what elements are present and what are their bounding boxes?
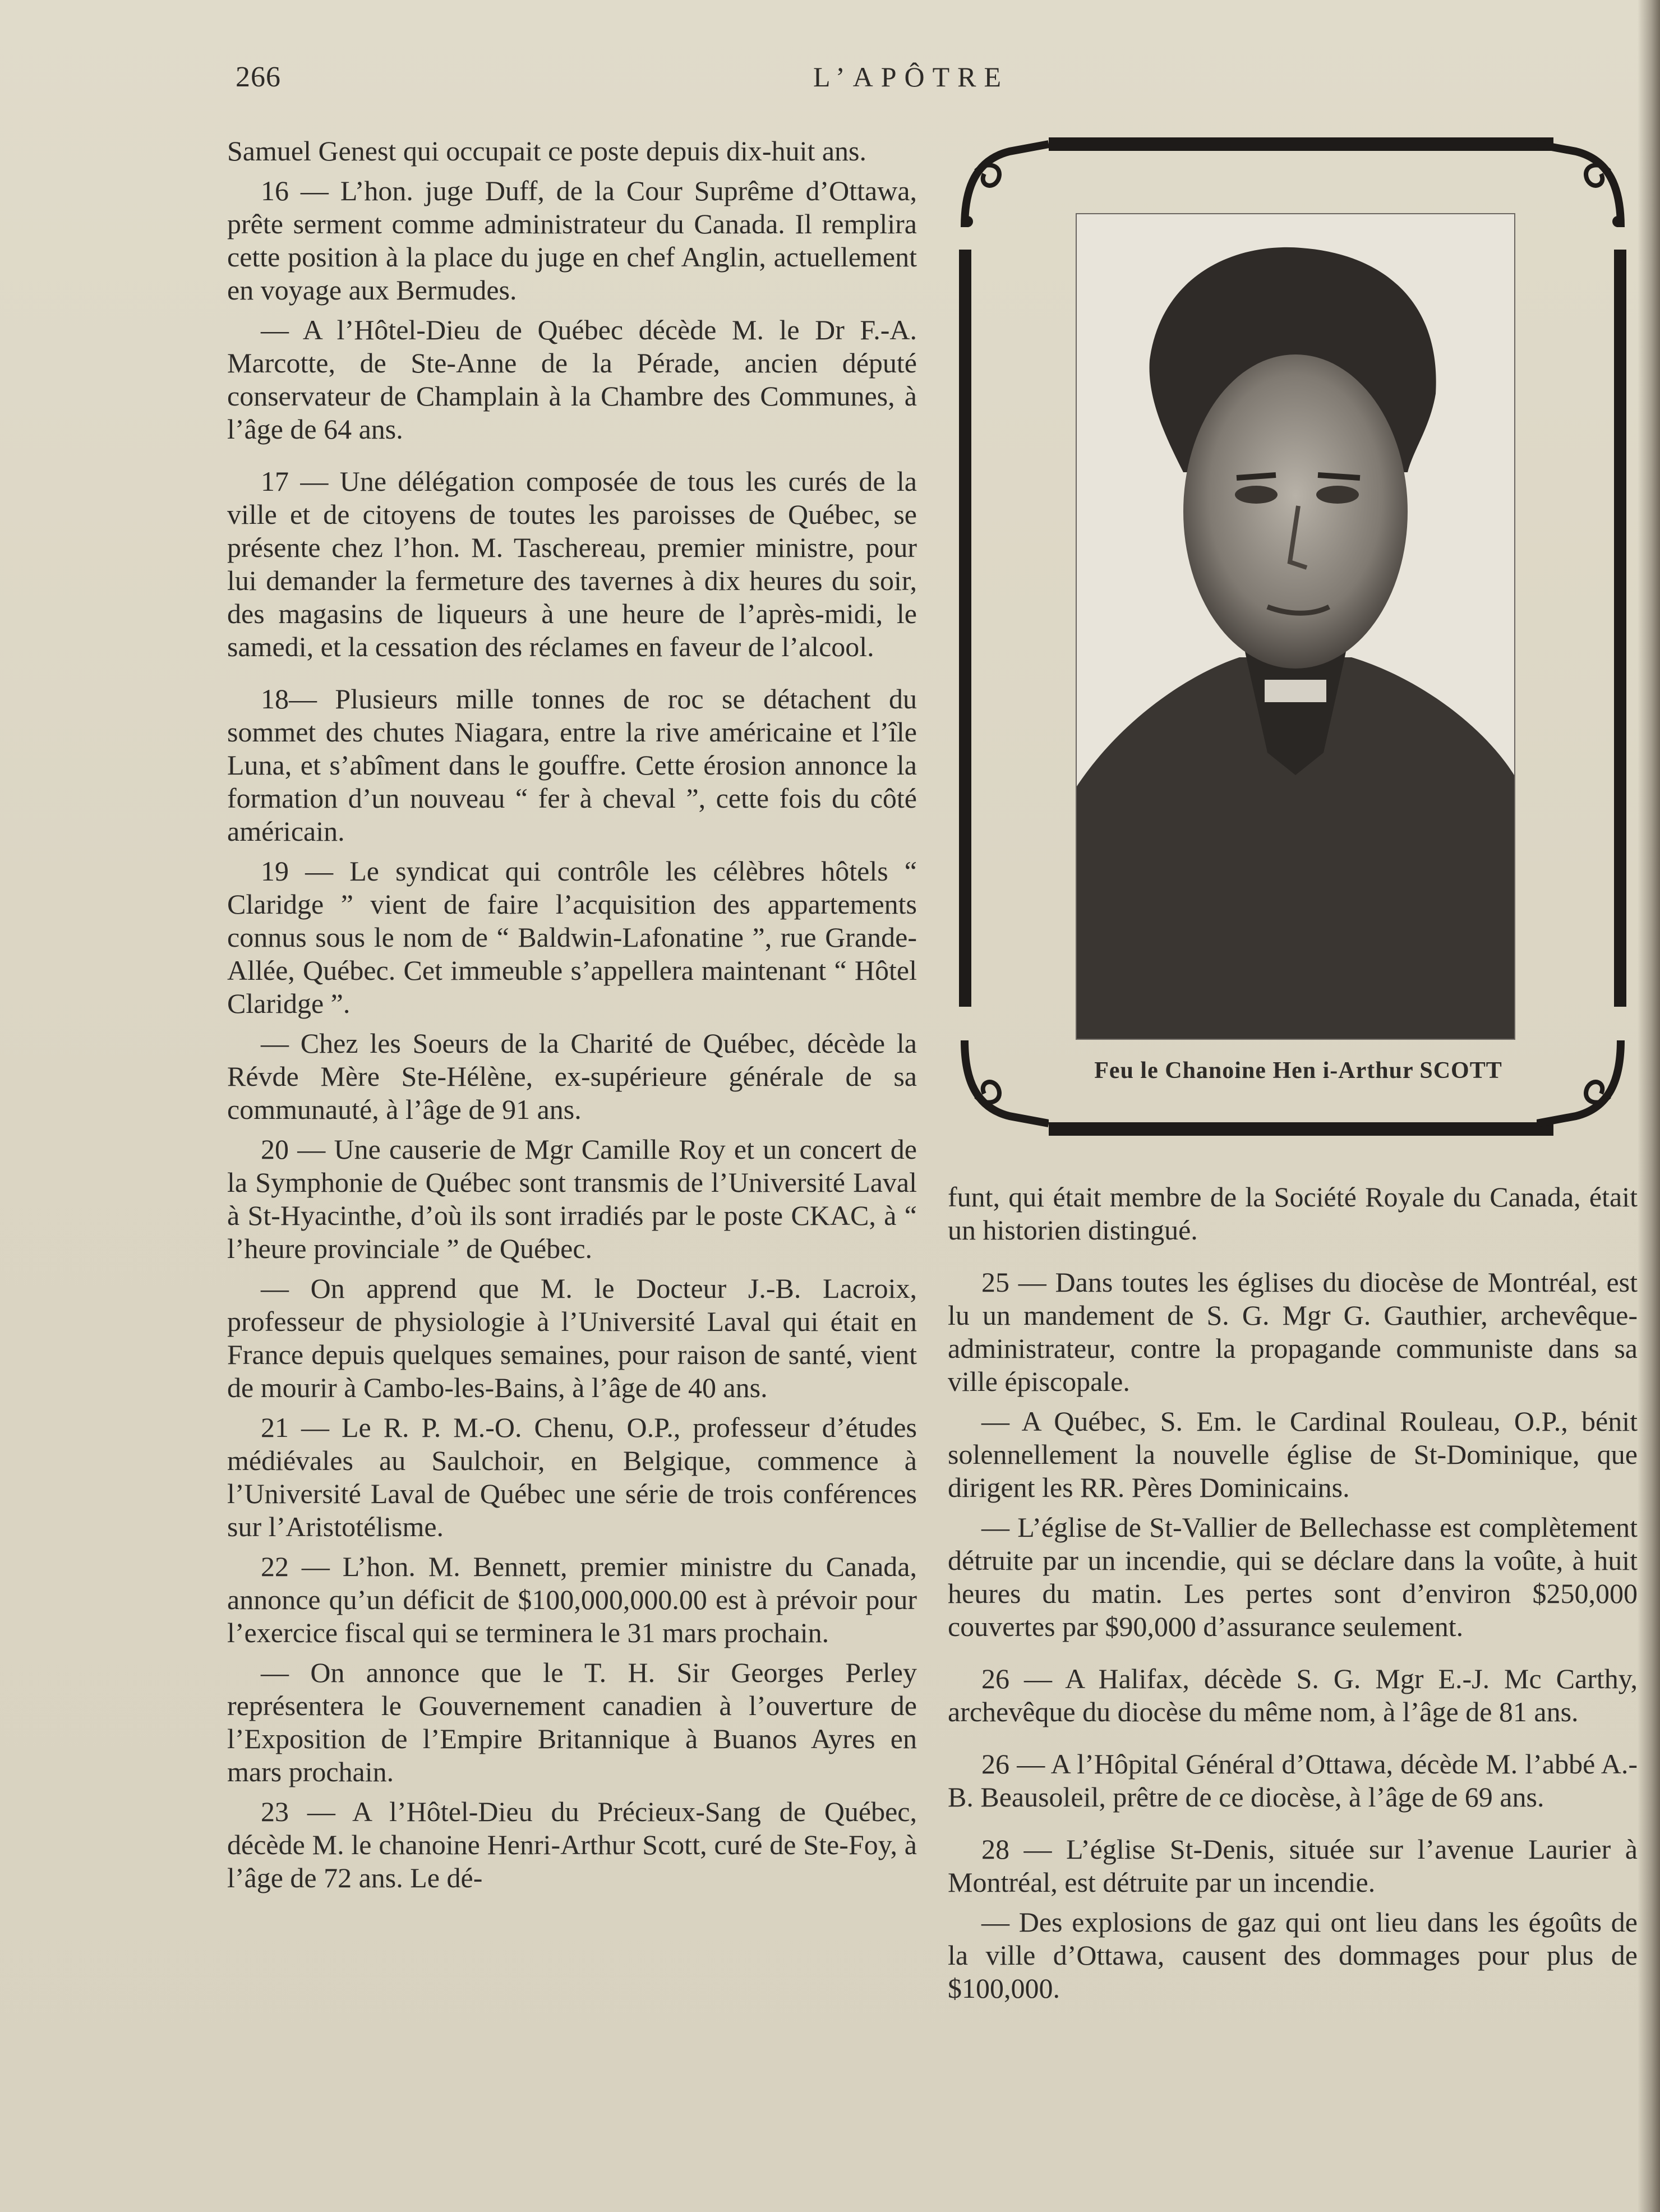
frame-border-top — [1049, 137, 1553, 151]
frame-border-left — [959, 250, 971, 1007]
paragraph: 26 — A l’Hôpital Général d’Ottawa, décède M. l’abbé A.-B. Beausoleil, prêtre de ce diocèse, à l’âge de 69 ans. — [948, 1748, 1638, 1813]
paragraph: 20 — Une causerie de Mgr Camille Roy et un concert de la Symphonie de Québec sont transmis de l’Université Laval à St-Hyacinthe, d’où ils sont irradiés par le poste CKAC, à “ l’heure provinciale ” de Québec. — [227, 1133, 917, 1264]
frame-border-bottom — [1049, 1122, 1553, 1136]
paragraph: 25 — Dans toutes les églises du diocèse de Montréal, est lu un mandement de S. G. Mgr G. Gauthier, archevêque-administrateur, contre la propagande communiste dans sa ville épiscopale. — [948, 1266, 1638, 1397]
photo-caption: Feu le Chanoine Hen i-Arthur SCOTT — [1094, 1058, 1502, 1084]
paragraph: 28 — L’église St-Denis, située sur l’avenue Laurier à Montréal, est détruite par un incendie. — [948, 1833, 1638, 1898]
paragraph: — L’église de St-Vallier de Bellechasse est complètement détruite par un incendie, qui se déclare dans la voûte, à huit heures du matin. Les pertes sont d’environ $250,000 couvertes par $90,000 d’assurance seulement. — [948, 1511, 1638, 1642]
frame-border-right — [1614, 250, 1626, 1007]
paragraph: 19 — Le syndicat qui contrôle les célèbres hôtels “ Claridge ” vient de faire l’acquisition des appartements connus sous le nom de “ Baldwin-Lafonatine ”, rue Grande-Allée, Québec. Cet immeuble s’appellera maintenant “ Hôtel Claridge ”. — [227, 855, 917, 1019]
corner-ornament-icon — [1537, 137, 1632, 233]
paragraph: 16 — L’hon. juge Duff, de la Cour Suprême d’Ottawa, prête serment comme administrateur du Canada. Il remplira cette position à la place du juge en chef Anglin, actuellement en voyage aux Bermudes. — [227, 175, 917, 306]
page-number: 266 — [236, 61, 281, 93]
paragraph: 23 — A l’Hôtel-Dieu du Précieux-Sang de Québec, décède M. le chanoine Henri-Arthur Scott, curé de Ste-Foy, à l’âge de 72 ans. Le dé- — [227, 1796, 917, 1893]
paragraph: 22 — L’hon. M. Bennett, premier ministre du Canada, annonce qu’un déficit de $100,000,000.00 est à prévoir pour l’exercice fiscal qui se terminera le 31 mars prochain. — [227, 1551, 917, 1648]
paragraph: — On apprend que M. le Docteur J.-B. Lacroix, professeur de physiologie à l’Université Laval qui était en France depuis quelques semaines, pour raison de santé, vient de mourir à Cambo-les-Bains, à l’âge de 40 ans. — [227, 1273, 917, 1403]
paragraph: 26 — A Halifax, décède S. G. Mgr E.-J. Mc Carthy, archevêque du diocèse du même nom, à l’âge de 81 ans. — [948, 1663, 1638, 1727]
journal-title: L’APÔTRE — [813, 61, 1009, 93]
paragraph: 21 — Le R. P. M.-O. Chenu, O.P., professeur d’études médiévales au Saulchoir, en Belgique, commence à l’Université Laval de Québec une série de trois conférences sur l’Aristotélisme. — [227, 1412, 917, 1542]
paragraph: — A Québec, S. Em. le Cardinal Rouleau, O.P., bénit solennellement la nouvelle église de St-Dominique, que dirigent les RR. Pères Dominicains. — [948, 1405, 1638, 1503]
paragraph: — Des explosions de gaz qui ont lieu dans les égoûts de la ville d’Ottawa, causent des dommages pour plus de $100,000. — [948, 1906, 1638, 2004]
paragraph: — On annonce que le T. H. Sir Georges Perley représentera le Gouvernement canadien à l’ouverture de l’Exposition de l’Empire Britannique à Buanos Ayres en mars prochain. — [227, 1657, 917, 1787]
portrait-photo — [1076, 213, 1515, 1040]
paragraph: funt, qui était membre de la Société Royale du Canada, était un historien distingué. — [948, 1181, 1638, 1246]
paragraph: Samuel Genest qui occupait ce poste depuis dix-huit ans. — [227, 135, 867, 167]
corner-ornament-icon — [953, 137, 1049, 233]
paragraph: 17 — Une délégation composée de tous les curés de la ville et de citoyens de toutes les paroisses de Québec, se présente chez l’hon. M. Taschereau, premier ministre, pour lui demander la fermeture des tavernes à dix heures du soir, des magasins de liqueurs à une heure de l’après-midi, le samedi, et la cessation des réclames en faveur de l’alcool. — [227, 466, 917, 662]
portrait-frame — [953, 137, 1643, 1147]
paragraph: 18— Plusieurs mille tonnes de roc se détachent du sommet des chutes Niagara, entre la rive américaine et l’île Luna, et s’abîment dans le gouffre. Cette érosion annonce la formation d’un nouveau “ fer à cheval ”, cette fois du côté américain. — [227, 683, 917, 847]
left-text-column — [227, 135, 917, 1901]
paragraph: — A l’Hôtel-Dieu de Québec décède M. le Dr F.-A. Marcotte, de Ste-Anne de la Pérade, ancien député conservateur de Champlain à la Chambre des Communes, à l’âge de 64 ans. — [227, 314, 917, 445]
right-text-column — [948, 1181, 1638, 2012]
paragraph: — Chez les Soeurs de la Charité de Québec, décède la Révde Mère Ste-Hélène, ex-supérieure générale de sa communauté, à l’âge de 91 ans. — [227, 1027, 917, 1125]
